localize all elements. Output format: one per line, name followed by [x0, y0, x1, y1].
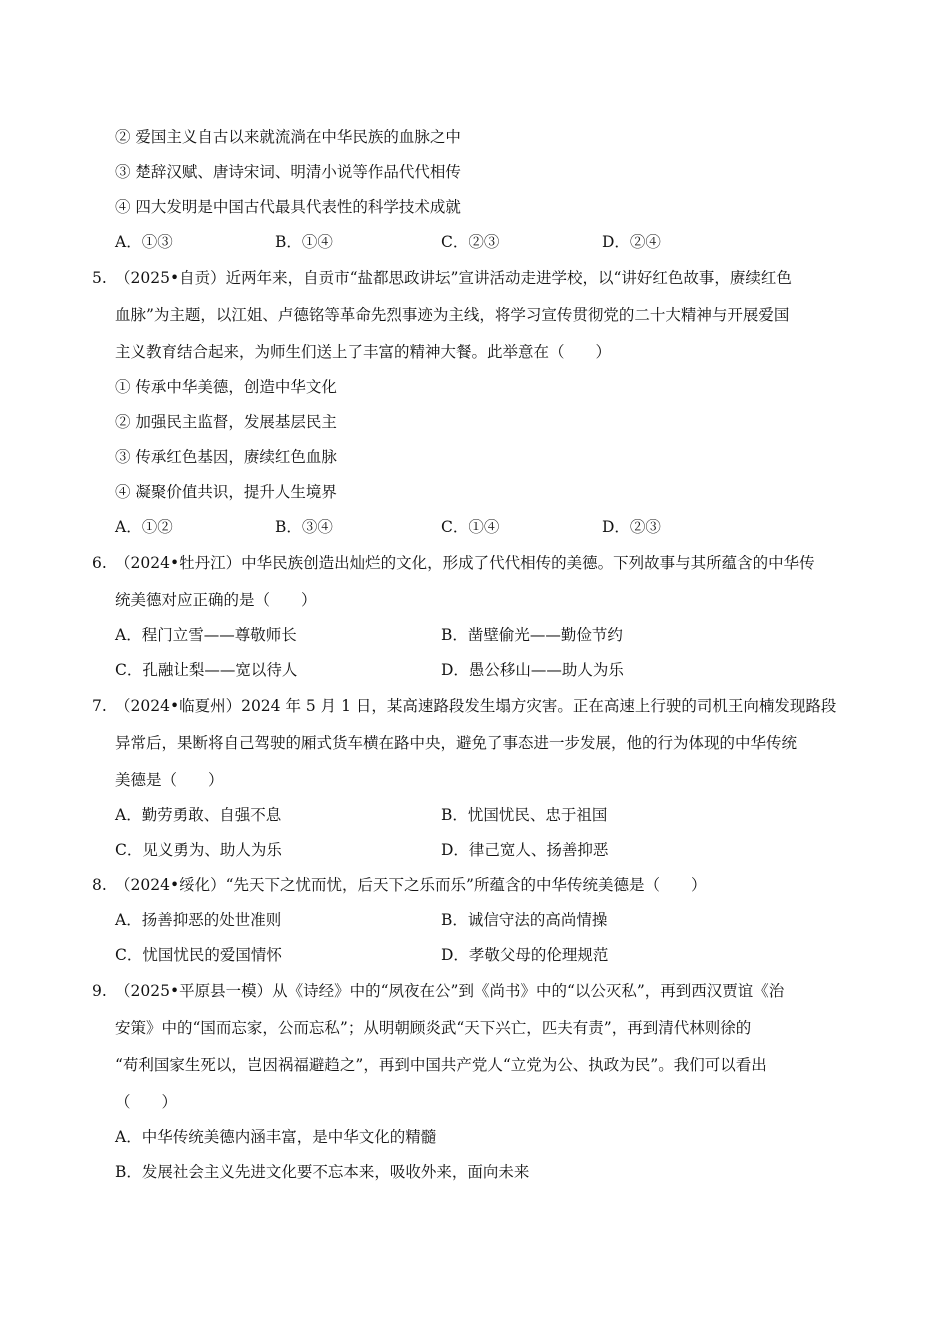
q5-option-c[interactable]: C．①④: [441, 518, 500, 536]
q6-number: 6.: [92, 554, 107, 572]
q4-statement-3: ③ 楚辞汉赋、唐诗宋词、明清小说等作品代代相传: [115, 163, 461, 181]
q4-option-a[interactable]: A．①③: [115, 233, 173, 251]
q7-option-b[interactable]: B．忧国忧民、忠于祖国: [441, 806, 608, 824]
q5-option-b[interactable]: B．③④: [275, 518, 333, 536]
q8-stem-line-1: [92, 874, 706, 896]
q6-stem-line-2: 统美德对应正确的是（ ）: [115, 591, 317, 609]
q4-option-d[interactable]: D．②④: [602, 233, 661, 251]
q9-stem-line-2: 安策》中的“国而忘家，公而忘私”；从明朝顾炎武“天下兴亡，匹夫有责”，再到清代林则徐的: [115, 1019, 752, 1037]
q5-statement-3: ③ 传承红色基因，赓续红色血脉: [115, 448, 337, 466]
q5-stem-line-2: 血脉”为主题，以江姐、卢德铭等革命先烈事迹为主线，将学习宣传贯彻党的二十大精神与开展爱国: [115, 306, 790, 324]
q7-option-c[interactable]: C．见义勇为、助人为乐: [115, 841, 282, 859]
q4-statement-4: ④ 四大发明是中国古代最具代表性的科学技术成就: [115, 198, 461, 216]
q4-option-c[interactable]: C．②③: [441, 233, 500, 251]
q5-stem-line-3: 主义教育结合起来，为师生们送上了丰富的精神大餐。此举意在（ ）: [115, 343, 612, 361]
q7-option-a[interactable]: A．勤劳勇敢、自强不息: [115, 806, 282, 824]
q6-option-a[interactable]: A．程门立雪——尊敬师长: [115, 626, 297, 644]
q9-option-b[interactable]: B．发展社会主义先进文化要不忘本来，吸收外来，面向未来: [115, 1163, 530, 1181]
q8-option-c[interactable]: C．忧国忧民的爱国情怀: [115, 946, 282, 964]
q6-stem-text-1: （2024•牡丹江）中华民族创造出灿烂的文化，形成了代代相传的美德。下列故事与其所蕴含的中华传: [115, 554, 815, 572]
q5-statement-1: ① 传承中华美德，创造中华文化: [115, 378, 337, 396]
q8-option-d[interactable]: D．孝敬父母的伦理规范: [441, 946, 609, 964]
q6-option-b[interactable]: B．凿壁偷光——勤俭节约: [441, 626, 623, 644]
q9-number: 9.: [92, 982, 107, 1000]
q9-stem-line-1: [92, 980, 784, 1002]
q4-statement-2: ② 爱国主义自古以来就流淌在中华民族的血脉之中: [115, 128, 461, 146]
q7-stem-line-3: 美德是（ ）: [115, 771, 224, 789]
q8-number: 8.: [92, 876, 107, 894]
q6-option-c[interactable]: C．孔融让梨——宽以待人: [115, 661, 298, 679]
q5-stem-line-1: [92, 267, 792, 289]
q5-statement-4: ④ 凝聚价值共识，提升人生境界: [115, 483, 337, 501]
q5-statement-2: ② 加强民主监督，发展基层民主: [115, 413, 337, 431]
q9-stem-text-1: （2025•平原县一模）从《诗经》中的“夙夜在公”到《尚书》中的“以公灭私”，再到西汉贾谊《治: [115, 982, 785, 1000]
q8-option-a[interactable]: A．扬善抑恶的处世准则: [115, 911, 282, 929]
q5-number: 5.: [92, 269, 107, 287]
q8-stem-text-1: （2024•绥化）“先天下之忧而忧，后天下之乐而乐”所蕴含的中华传统美德是（ ）: [115, 876, 707, 894]
q9-stem-line-3: “苟利国家生死以，岂因祸福避趋之”，再到中国共产党人“立党为公、执政为民”。我们可以看出: [115, 1056, 767, 1074]
q4-option-b[interactable]: B．①④: [275, 233, 333, 251]
q7-stem-line-1: [92, 695, 836, 717]
q5-option-d[interactable]: D．②③: [602, 518, 661, 536]
q7-number: 7.: [92, 697, 107, 715]
q6-stem-line-1: [92, 552, 815, 574]
q7-stem-text-1: （2024•临夏州）2024 年 5 月 1 日，某高速路段发生塌方灾害。正在高速上行驶的司机王向楠发现路段: [115, 697, 837, 715]
q9-stem-line-4: （ ）: [115, 1093, 178, 1111]
q5-option-a[interactable]: A．①②: [115, 518, 173, 536]
q5-stem-text-1: （2025•自贡）近两年来，自贡市“盐都思政讲坛”宣讲活动走进学校，以“讲好红色故事，赓续红色: [115, 269, 792, 287]
q6-option-d[interactable]: D．愚公移山——助人为乐: [441, 661, 624, 679]
q7-option-d[interactable]: D．律己宽人、扬善抑恶: [441, 841, 609, 859]
q8-option-b[interactable]: B．诚信守法的高尚情操: [441, 911, 608, 929]
q7-stem-line-2: 异常后，果断将自己驾驶的厢式货车横在路中央，避免了事态进一步发展，他的行为体现的中华传统: [115, 734, 798, 752]
q9-option-a[interactable]: A．中华传统美德内涵丰富，是中华文化的精髓: [115, 1128, 437, 1146]
